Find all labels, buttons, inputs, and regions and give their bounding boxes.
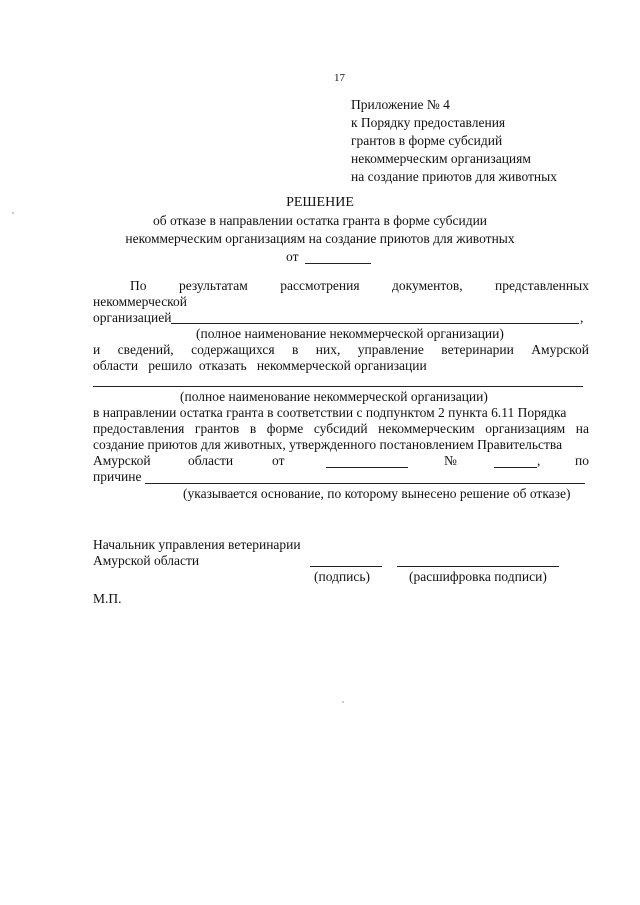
signer-position: Начальник управления ветеринарии xyxy=(93,537,301,552)
org-name-blank[interactable] xyxy=(171,323,579,324)
word: грантов xyxy=(194,421,240,436)
word: сведений, xyxy=(117,342,174,357)
word: документов, xyxy=(392,278,463,293)
word: рассмотрения xyxy=(280,278,360,293)
appendix-line: на создание приютов для животных xyxy=(351,169,557,184)
scan-speck xyxy=(342,701,344,703)
word: области xyxy=(188,453,234,468)
reason-blank[interactable] xyxy=(145,483,585,484)
org-name-hint: (полное наименование некоммерческой организации) xyxy=(196,326,504,341)
paragraph-line xyxy=(93,421,589,437)
word: содержащихся xyxy=(191,342,275,357)
signer-region: Амурской области xyxy=(93,553,200,568)
word: ветеринарии xyxy=(441,342,514,357)
paragraph-line xyxy=(130,278,589,294)
word: Амурской xyxy=(531,342,589,357)
resolution-date-blank[interactable] xyxy=(326,467,408,468)
signature-decode-blank[interactable] xyxy=(397,566,559,567)
title-line: об отказе в направлении остатка гранта в форме субсидии xyxy=(152,213,488,228)
signature-hint: (подпись) xyxy=(314,569,371,584)
org-name-blank-2[interactable] xyxy=(93,386,583,387)
word: них, xyxy=(315,342,341,357)
title-line: некоммерческим организациям на создание приютов для животных xyxy=(125,231,515,246)
paragraph-line: области решило отказать некоммерческой организации xyxy=(93,358,427,373)
appendix-line: к Порядку предоставления xyxy=(351,115,506,130)
paragraph-line: в направлении остатка гранта в соответствии с подпунктом 2 пункта 6.11 Порядка xyxy=(93,405,567,420)
appendix-line: Приложение № 4 xyxy=(351,97,450,112)
org-name-hint-2: (полное наименование некоммерческой организации) xyxy=(180,389,488,404)
document-title: РЕШЕНИЕ xyxy=(286,195,354,210)
signature-blank[interactable] xyxy=(310,566,382,567)
reason-prefix: причине xyxy=(93,469,142,484)
scan-speck xyxy=(12,212,14,214)
page-number: 17 xyxy=(334,72,345,84)
word: и xyxy=(93,342,101,357)
paragraph-line: создание приютов для животных, утвержденного постановлением Правительства xyxy=(93,437,563,452)
word: в xyxy=(249,421,257,436)
word: организациям xyxy=(485,421,566,436)
appendix-line: некоммерческим организациям xyxy=(351,151,531,166)
date-prefix: от xyxy=(286,249,299,264)
word: По xyxy=(130,278,147,293)
org-suffix: , xyxy=(580,310,584,325)
paragraph-line xyxy=(93,342,589,358)
word: от xyxy=(272,453,285,468)
word: форме xyxy=(266,421,304,436)
word: субсидий xyxy=(313,421,368,436)
stamp-placeholder: М.П. xyxy=(93,591,122,606)
number-sign: № xyxy=(444,453,457,468)
word: некоммерческим xyxy=(378,421,475,436)
word: в xyxy=(291,342,299,357)
date-blank[interactable] xyxy=(305,263,371,264)
signature-decode-hint: (расшифровка подписи) xyxy=(409,569,547,584)
appendix-line: грантов в форме субсидий xyxy=(351,133,503,148)
word: предоставления xyxy=(93,421,185,436)
word: управление xyxy=(357,342,424,357)
org-prefix: организацией xyxy=(93,310,172,325)
word: по xyxy=(575,453,589,468)
word: на xyxy=(575,421,589,436)
reason-hint: (указывается основание, по которому вынесено решение об отказе) xyxy=(183,486,571,501)
word: результатам xyxy=(178,278,248,293)
word: Амурской xyxy=(93,453,151,468)
comma: , xyxy=(537,453,541,468)
paragraph-line: некоммерческой xyxy=(93,294,188,309)
resolution-number-blank[interactable] xyxy=(494,467,537,468)
word: представленных xyxy=(495,278,589,293)
